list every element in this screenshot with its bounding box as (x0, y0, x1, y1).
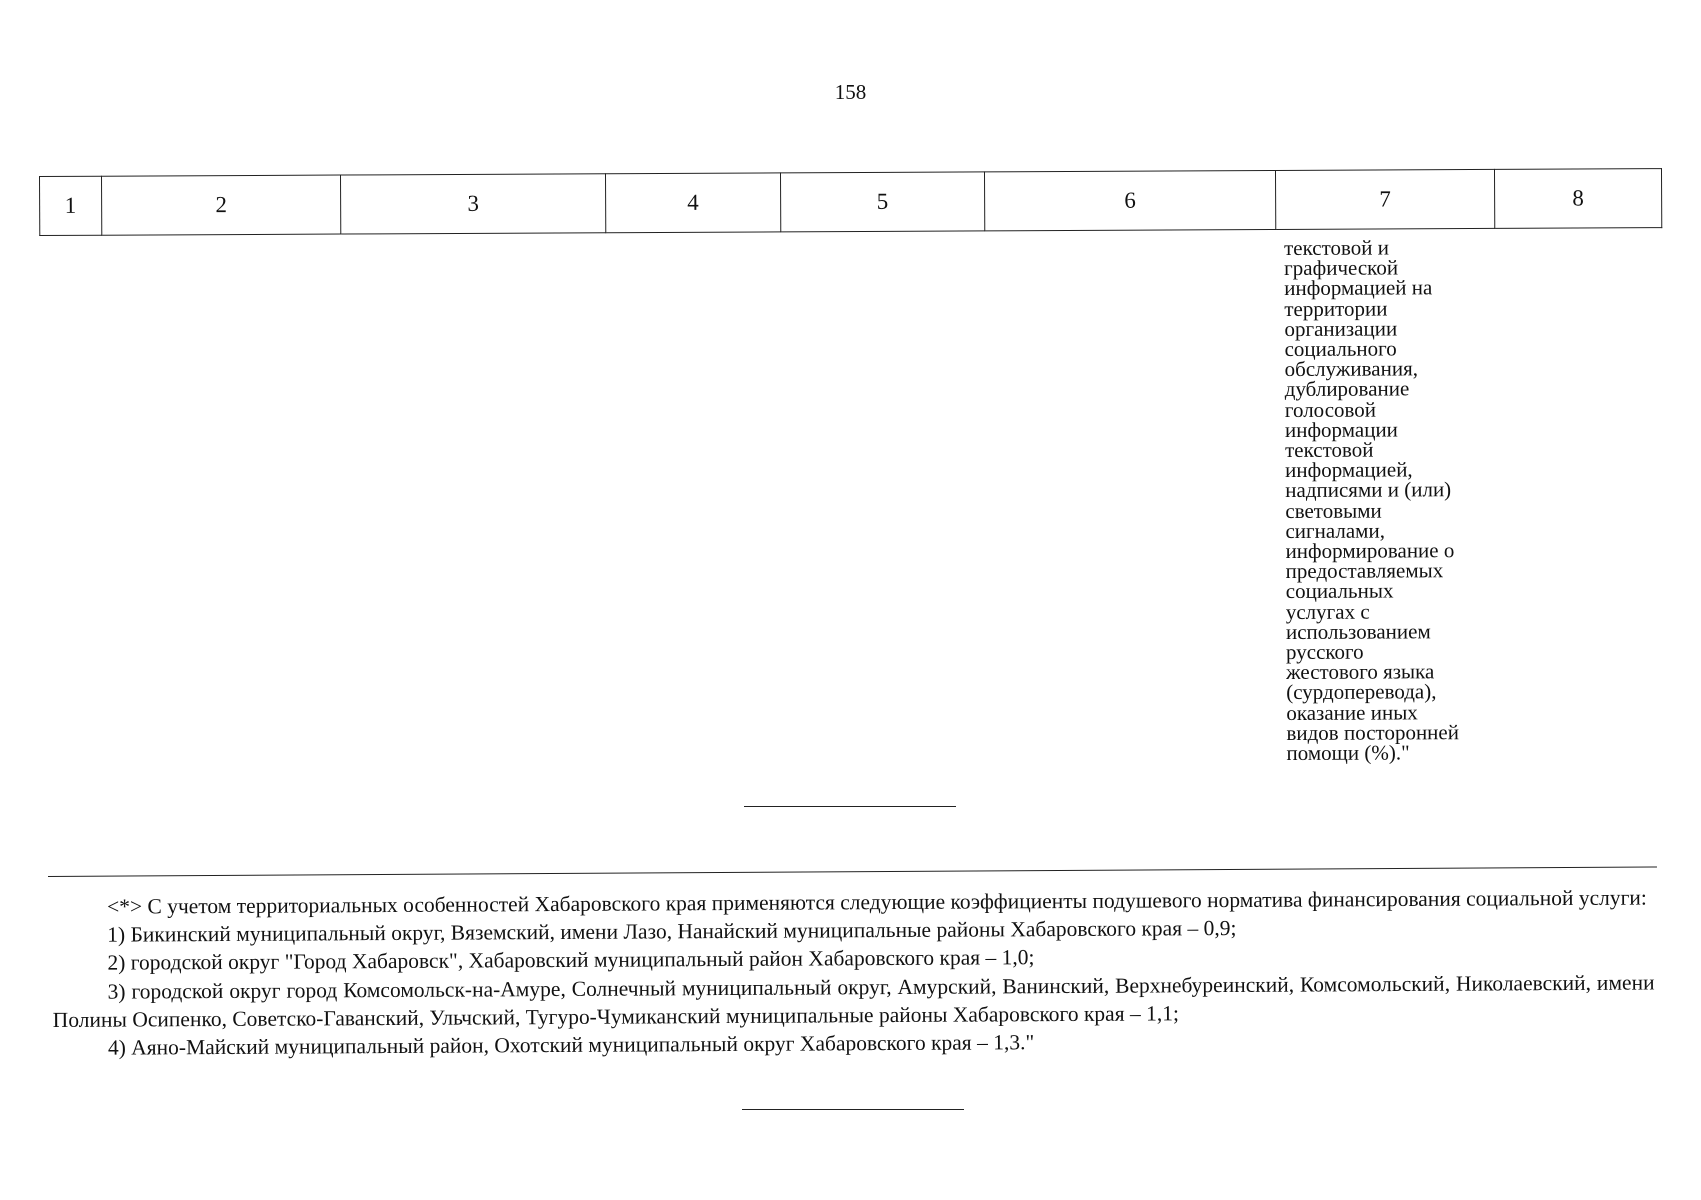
text-line: сигналами, (1285, 518, 1385, 543)
text-line: социального (1284, 336, 1397, 362)
table-header-cell: 2 (101, 175, 341, 235)
text-line: голосовой (1284, 397, 1377, 422)
text-line: графической (1284, 255, 1399, 281)
table-header-cell: 6 (984, 170, 1276, 230)
page-number: 158 (834, 80, 867, 104)
end-separator-rule (742, 1109, 964, 1110)
text-line: обслуживания, (1284, 356, 1419, 382)
text-line: жестового языка (1286, 659, 1435, 685)
text-line: видов посторонней (1286, 720, 1460, 745)
text-line: использованием (1285, 619, 1431, 644)
footnote-item: 2) городской округ "Город Хабаровск", Хабаровский муниципальный район Хабаровского края – 1,0; (107, 945, 1035, 976)
text-line: предоставляемых (1285, 558, 1444, 584)
footnote-intro: <*> С учетом территориальных особенностей Хабаровского края применяются следующие коэффициенты подушевого норматива финансирования социальной услуги: (107, 885, 1647, 919)
footnote-block (52, 883, 1655, 1062)
text-line: текстовой (1284, 437, 1374, 463)
table-header-cell: 8 (1494, 169, 1661, 229)
text-line: территории (1284, 296, 1388, 321)
table-header (39, 168, 1662, 236)
separator-rule (744, 806, 956, 807)
column-7-continuation-text (1283, 235, 1507, 766)
text-line: информирование о (1285, 538, 1455, 564)
text-line: дублирование (1284, 376, 1410, 402)
footnote-item: 1) Бикинский муниципальный округ, Вяземский, имени Лазо, Нанайский муниципальные районы Хабаровского края – 0,9; (107, 916, 1237, 947)
text-line: световыми (1285, 498, 1382, 523)
table-header-cell: 5 (780, 172, 984, 232)
text-line: информацией на (1284, 275, 1433, 301)
table-header-cell: 3 (341, 174, 606, 234)
table-header-cell: 1 (40, 176, 102, 235)
text-line: русского (1285, 639, 1364, 665)
text-line: помощи (%)." (1286, 740, 1410, 766)
text-line: текстовой и (1283, 235, 1390, 260)
text-line: надписями и (или) (1285, 477, 1452, 503)
footnote-item: 4) Аяно-Майский муниципальный район, Охотский муниципальный округ Хабаровского края – 1,3." (107, 1030, 1035, 1060)
text-line: информацией, (1285, 457, 1413, 483)
text-line: (сурдоперевода), (1286, 679, 1437, 705)
text-line: услугах с (1285, 599, 1370, 624)
table-header-cell: 7 (1276, 169, 1495, 229)
footnote-item: 3) городской округ город Комсомольск-на-Амуре, Солнечный муниципальный округ, Амурский, Ванинский, Верхнебуреинский, Комсомольский, Николаевский, имени Полины Осипенко, Советско-Гаванский, Ульчский, Тугуро-Чумиканский муниципальные районы Хабаровского края – 1,1; (52, 970, 1655, 1032)
text-line: организации (1284, 316, 1398, 341)
table-header-cell: 4 (605, 173, 780, 233)
table-header-row (40, 169, 1662, 236)
footnote-separator (48, 866, 1657, 877)
text-line: социальных (1285, 578, 1394, 604)
text-line: информации (1284, 417, 1398, 442)
text-line: оказание иных (1286, 700, 1418, 725)
